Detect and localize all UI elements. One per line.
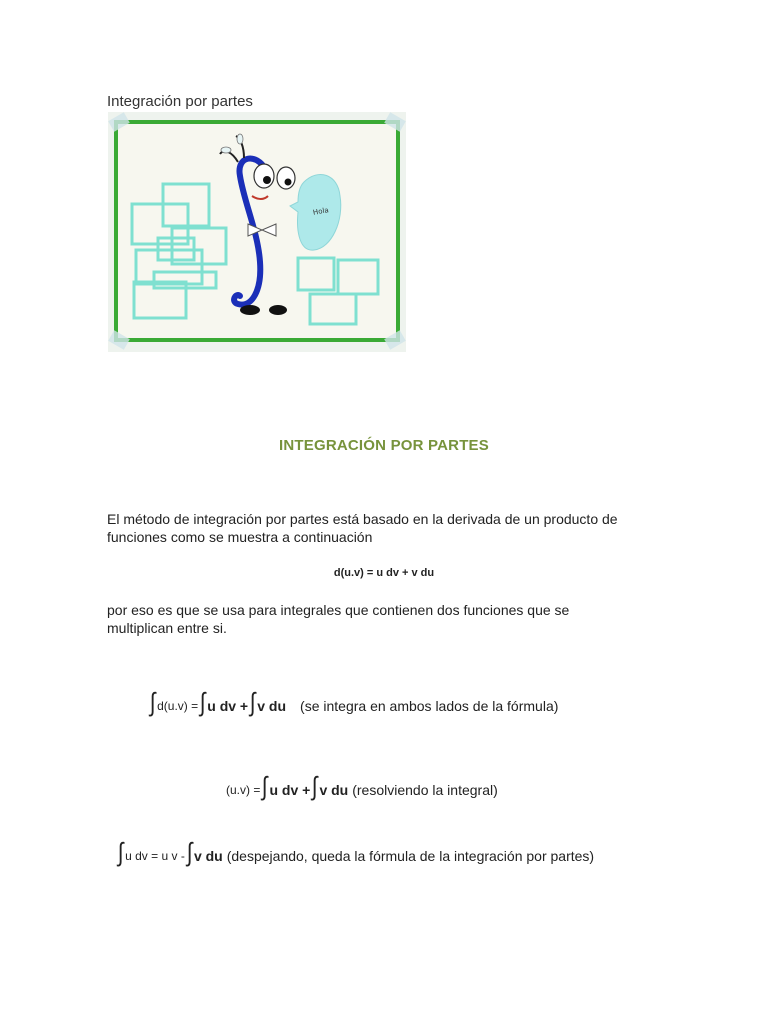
derivative-formula: d(u.v) = u dv + v du [333, 567, 435, 579]
intro-line-1: El método de integración por partes está basado en la derivada de un producto de [107, 511, 618, 527]
formula3-term1: v du [193, 848, 223, 864]
formula-resolving-integral [226, 771, 498, 801]
bubble-text: Hola [312, 206, 330, 217]
formula1-term1: u dv + [207, 698, 249, 714]
page-heading: Integración por partes [107, 93, 253, 110]
integral-symbol: ∫ [149, 687, 156, 717]
formula2-left: (u.v) = [226, 783, 261, 797]
usage-paragraph [107, 601, 667, 637]
integral-symbol: ∫ [312, 771, 318, 801]
formula2-term2: v du [319, 782, 349, 798]
formula1-left: d(u.v) = [157, 699, 199, 713]
formula1-note: (se integra en ambos lados de la fórmula) [300, 698, 559, 714]
formula3-left: u dv = u v - [125, 849, 185, 863]
formula-integration-by-parts [116, 837, 595, 867]
formula2-note: (resolviendo la integral) [352, 782, 498, 798]
usage-line-1: por eso es que se usa para integrales que contienen dos funciones que se [107, 602, 570, 618]
integral-symbol: ∫ [186, 837, 193, 867]
formula2-term1: u dv + [269, 782, 311, 798]
formula3-note: (despejando, queda la fórmula de la integración por partes) [226, 848, 595, 864]
formula1-term2: v du [257, 698, 287, 714]
integral-symbol: ∫ [199, 687, 206, 717]
illustration [108, 112, 406, 352]
integral-symbol: ∫ [262, 771, 268, 801]
integral-symbol: ∫ [249, 687, 256, 717]
intro-paragraph [107, 510, 667, 546]
intro-line-2: funciones como se muestra a continuación [107, 529, 373, 545]
formula-integrate-both-sides [148, 687, 559, 717]
section-title: INTEGRACIÓN POR PARTES [279, 437, 489, 454]
usage-line-2: multiplican entre si. [107, 620, 227, 636]
integral-symbol: ∫ [117, 837, 124, 867]
